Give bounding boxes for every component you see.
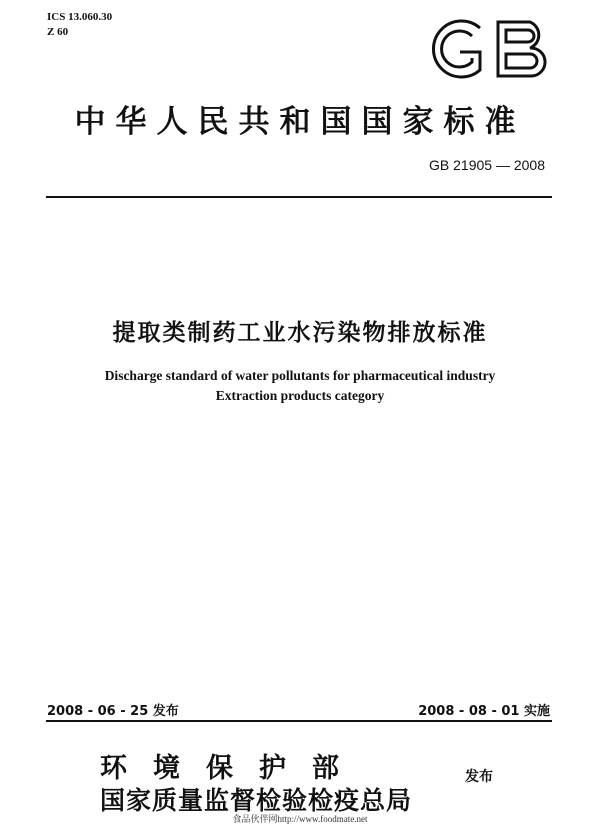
document-title-cn: 提取类制药工业水污染物排放标准	[112, 320, 488, 346]
title-en-line1: Discharge standard of water pollutants for pharmaceutical industry	[104, 368, 496, 383]
bottom-divider	[46, 720, 552, 722]
top-divider	[46, 196, 552, 198]
national-standard-title: 中华人民共和国国家标准	[74, 104, 526, 140]
document-title-en	[0, 366, 600, 406]
title-en-line2: Extraction products category	[215, 388, 385, 403]
gb-logo	[420, 14, 560, 84]
issuer-aqsiq: 国家质量监督检验检疫总局	[100, 786, 413, 815]
watermark-footer: 食品伙伴网http://www.foodmate.net	[232, 814, 368, 824]
publish-label: 发布	[465, 769, 493, 785]
ics-code: ICS 13.060.30	[47, 11, 113, 23]
standard-number: GB 21905 — 2008	[429, 157, 545, 173]
issuer-ministry: 环境保护部	[100, 753, 365, 784]
issue-date: 2008 - 06 - 25 发布	[47, 704, 179, 719]
classification-codes	[47, 10, 112, 40]
implementation-date: 2008 - 08 - 01 实施	[418, 704, 550, 719]
ccs-code: Z 60	[47, 26, 69, 38]
